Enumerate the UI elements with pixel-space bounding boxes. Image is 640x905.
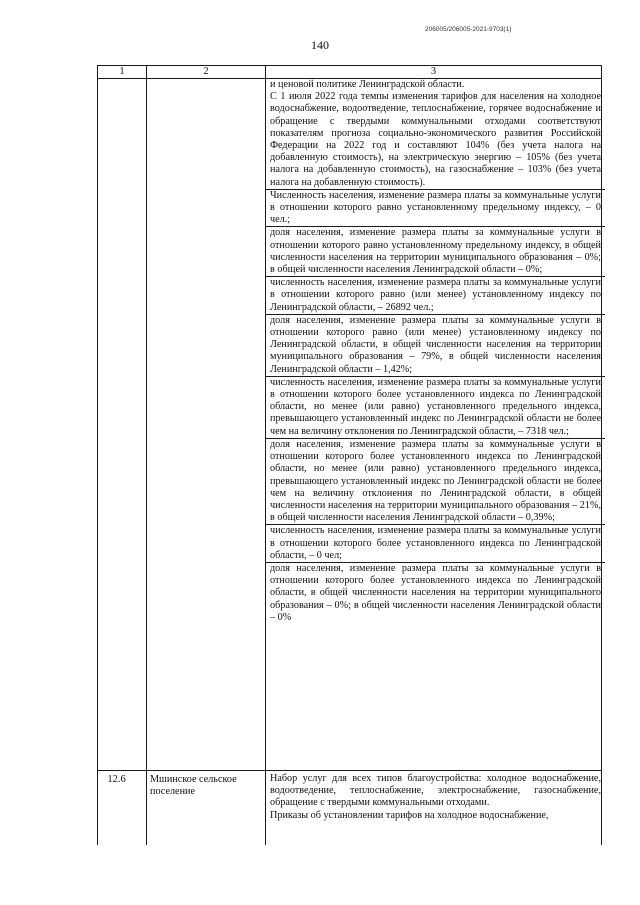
paragraph: доля населения, изменение размера платы за коммунальные услуги в отношении которого равно установленному предельному индексу, в общей численности населения на территории муниципального образования – 0%; в общей численности населения Ленинградской области – 0%; <box>266 226 605 276</box>
column-header-2: 2 <box>203 66 209 77</box>
column-header-3: 3 <box>430 66 437 77</box>
paragraph: и ценовой политике Ленинградской области. <box>270 79 465 90</box>
column-header-1: 1 <box>119 66 125 77</box>
page-number: 140 <box>311 38 329 52</box>
document-id: 206005/206005-2021-9703(1) <box>425 26 512 33</box>
paragraph: доля населения, изменение размера платы за коммунальные услуги в отношении которого более установленного индекса по Ленинградской области, но менее (или равно) установленного предельного индекса, превышающего установленный индекс по Ленинградской области не более чем на величину отклонения по Ленинградской области, в общей численности населения на территории муниципального образования – 21%, в общей численности населения Ленинградской области – 0,39%; <box>266 438 605 524</box>
row-number: 12.6 <box>107 774 126 785</box>
paragraph: численность населения, изменение размера платы за коммунальные услуги в отношении которого более установленного индекса по Ленинградской области, – 0 чел; <box>266 524 605 562</box>
table-col-divider-1 <box>146 65 147 845</box>
municipality-name: Мшинское сельское поселение <box>150 774 237 798</box>
table-border-left <box>97 65 98 845</box>
row-description-cell <box>270 773 601 822</box>
paragraph: доля населения, изменение размера платы за коммунальные услуги в отношении которого равно (или менее) установленному индексу по Ленинградской области, в общей численности населения на территории муниципального образования – 79%, в общей численности населения Ленинградской области – 1,42%; <box>266 314 605 376</box>
continuation-cell <box>270 79 601 624</box>
paragraph: численность населения, изменение размера платы за коммунальные услуги в отношении которого равно (или менее) установленному индексу по Ленинградской области, – 26892 чел.; <box>266 276 605 314</box>
paragraph: Набор услуг для всех типов благоустройства: холодное водоснабжение, водоотведение, теплоснабжение, электроснабжение, газоснабжение, обращение с твердыми коммунальными отходами. <box>270 773 601 809</box>
paragraph: численность населения, изменение размера платы за коммунальные услуги в отношении которого более установленного индекса по Ленинградской области, но менее (или равно) установленного предельного индекса, превышающего установленный индекс по Ленинградской области не более чем на величину отклонения по Ленинградской области, – 7318 чел.; <box>266 376 605 438</box>
paragraph: С 1 июля 2022 года темпы изменения тарифов для населения на холодное водоснабжение, водоотведение, теплоснабжение, горячее водоснабжение и обращение с твердыми коммунальными отходами соответствуют показателям прогноза социально-экономического развития Российской Федерации на 2022 год и составляют 104% (без учета налога на добавленную стоимость), на электрическую энергию – 105% (без учета налога на добавленную стоимость), на газоснабжение – 103% (без учета налога на добавленную стоимость). <box>270 91 601 188</box>
table-row-divider <box>97 770 602 771</box>
paragraph: доля населения, изменение размера платы за коммунальные услуги в отношении которого более установленного индекса по Ленинградской области, в общей численности населения на территории муниципального образования – 0%; в общей численности населения Ленинградской области – 0% <box>266 562 605 624</box>
paragraph: Численность населения, изменение размера платы за коммунальные услуги в отношении которого равно установленному предельному индексу, – 0 чел.; <box>266 189 605 227</box>
paragraph: Приказы об установлении тарифов на холодное водоснабжение, <box>270 809 549 821</box>
